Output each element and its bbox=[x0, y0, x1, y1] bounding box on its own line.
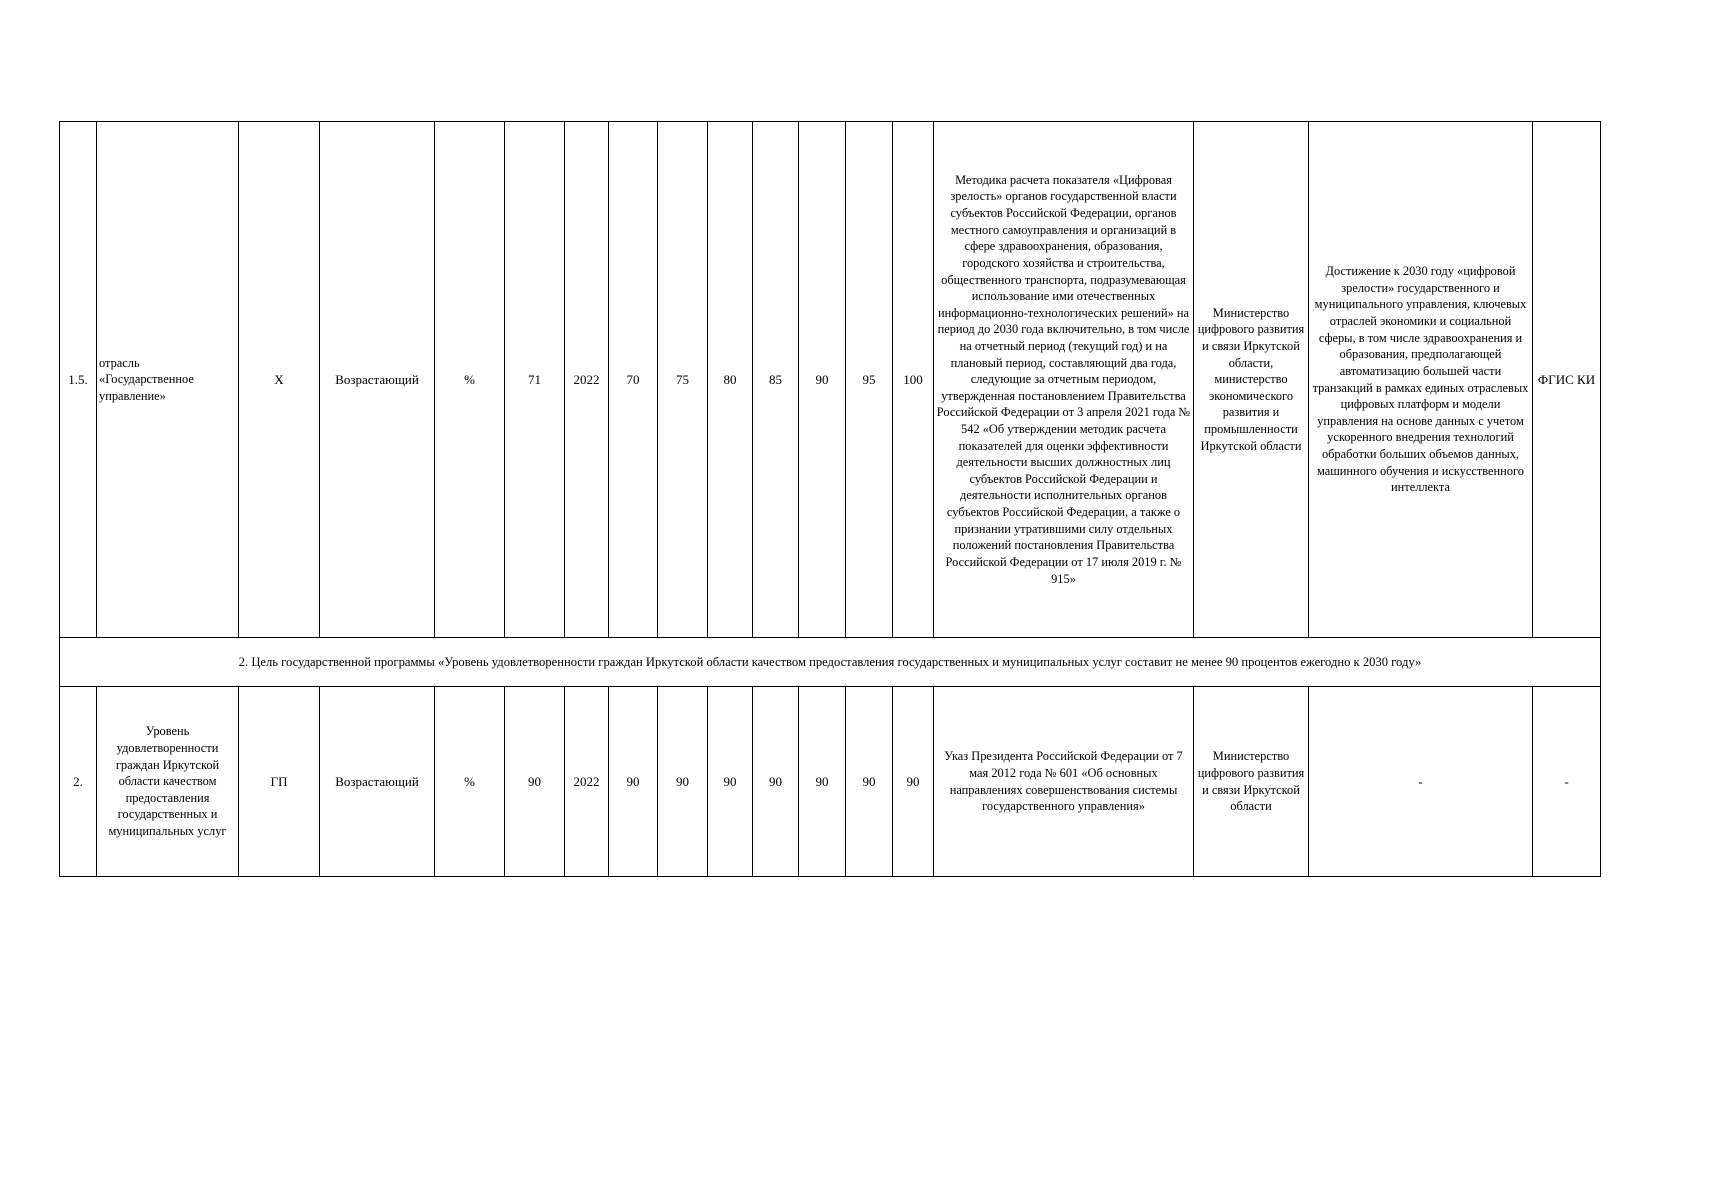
target-value: 90 bbox=[893, 687, 934, 877]
information-system: ФГИС КИ bbox=[1533, 122, 1601, 638]
table-row bbox=[60, 122, 1601, 638]
document-reference: Указ Президента Российской Федерации от 7 мая 2012 года № 601 «Об основных направлениях совершенствования системы государственного управления» bbox=[934, 687, 1194, 877]
responsible-body: Министерство цифрового развития и связи Иркутской области bbox=[1194, 687, 1309, 877]
target-value: 90 bbox=[846, 687, 893, 877]
table-row bbox=[60, 687, 1601, 877]
document-reference: Методика расчета показателя «Цифровая зрелость» органов государственной власти субъектов Российской Федерации, органов местного самоуправления и организаций в сфере здравоохранения, образования, городского хозяйства и строительства, общественного транспорта, подразумевающая использование ими отечественных информационно-технологических решений» на период до 2030 года включительно, в том числе на отчетный период (текущий год) и на плановый период, составляющий два года, следующие за отчетным периодом, утвержденная постановлением Правительства Российской Федерации от 3 апреля 2021 года № 542 «Об утверждении методик расчета показателей для оценки эффективности деятельности высших должностных лиц субъектов Российской Федерации и деятельности исполнительных органов субъектов Российской Федерации, а также о признании утратившими силу отдельных положений постановления Правительства Российской Федерации от 17 июля 2019 г. № 915» bbox=[934, 122, 1194, 638]
target-value: 80 bbox=[708, 122, 753, 638]
base-year: 2022 bbox=[565, 687, 609, 877]
unit-of-measure: % bbox=[435, 687, 505, 877]
national-goal-link: Достижение к 2030 году «цифровой зрелости» государственного и муниципального управления, ключевых отраслей экономики и социальной сферы, в том числе здравоохранения и образования, предполагающей автоматизацию большей части транзакций в рамках единых отраслевых цифровых платформ и модели управления на основе данных с учетом ускоренного внедрения технологий обработки больших объемов данных, машинного обучения и искусственного интеллекта bbox=[1309, 122, 1533, 638]
goal-row bbox=[60, 638, 1601, 687]
base-value: 90 bbox=[505, 687, 565, 877]
indicator-level: Х bbox=[239, 122, 320, 638]
indicator-trend: Возрастающий bbox=[320, 687, 435, 877]
target-value: 85 bbox=[753, 122, 799, 638]
target-value: 90 bbox=[658, 687, 708, 877]
indicator-level: ГП bbox=[239, 687, 320, 877]
base-value: 71 bbox=[505, 122, 565, 638]
program-goal: 2. Цель государственной программы «Уровень удовлетворенности граждан Иркутской области качеством предоставления государственных и муниципальных услуг составит не менее 90 процентов ежегодно к 2030 году» bbox=[60, 638, 1601, 687]
target-value: 90 bbox=[708, 687, 753, 877]
target-value: 90 bbox=[609, 687, 658, 877]
indicator-name: Уровень удовлетворенности граждан Иркутской области качеством предоставления государственных и муниципальных услуг bbox=[97, 687, 239, 877]
target-value: 70 bbox=[609, 122, 658, 638]
target-value: 100 bbox=[893, 122, 934, 638]
target-value: 75 bbox=[658, 122, 708, 638]
target-value: 90 bbox=[799, 687, 846, 877]
row-number: 2. bbox=[60, 687, 97, 877]
responsible-body: Министерство цифрового развития и связи Иркутской области, министерство экономического развития и промышленности Иркутской области bbox=[1194, 122, 1309, 638]
indicator-name: отрасль «Государственное управление» bbox=[97, 122, 239, 638]
indicators-table bbox=[59, 121, 1601, 877]
target-value: 90 bbox=[753, 687, 799, 877]
target-value: 95 bbox=[846, 122, 893, 638]
base-year: 2022 bbox=[565, 122, 609, 638]
indicator-trend: Возрастающий bbox=[320, 122, 435, 638]
national-goal-link: - bbox=[1309, 687, 1533, 877]
information-system: - bbox=[1533, 687, 1601, 877]
row-number: 1.5. bbox=[60, 122, 97, 638]
unit-of-measure: % bbox=[435, 122, 505, 638]
target-value: 90 bbox=[799, 122, 846, 638]
